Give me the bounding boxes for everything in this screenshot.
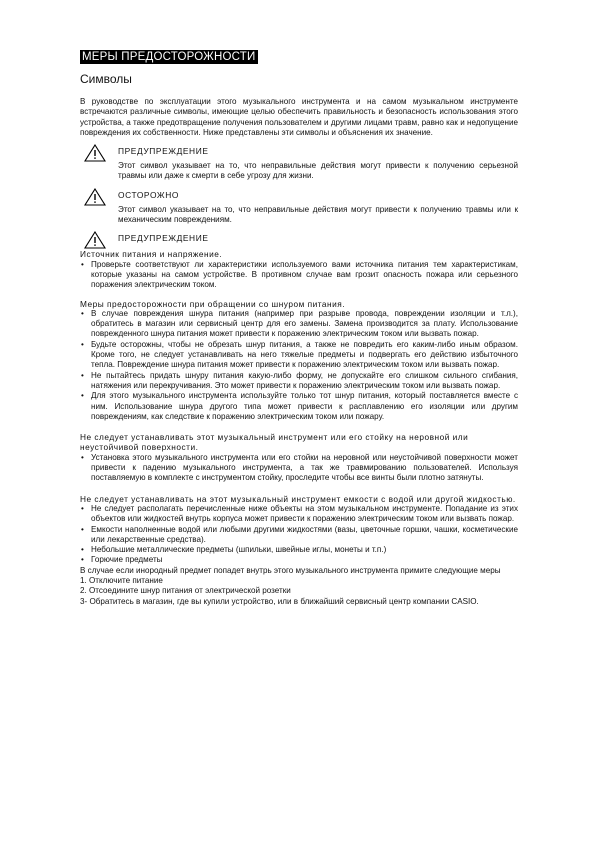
caution-triangle-icon — [84, 188, 106, 206]
warning-label: ПРЕДУПРЕЖДЕНИЕ — [118, 146, 209, 157]
section-power — [80, 249, 518, 290]
steps-list — [80, 576, 518, 607]
warning-block-2 — [80, 188, 518, 226]
section-power-cord — [80, 299, 518, 423]
page-title: МЕРЫ ПРЕДОСТОРОЖНОСТИ — [80, 50, 258, 64]
list-item: • Для этого музыкального инструмента используйте только тот шнур питания, который поставляется вместе с ним. Использование шнура другого типа может привести к расплавлению его изоляции или другим повреждениям, как следствие к поражению электрическим током или пожару. — [80, 391, 518, 422]
closing-text: В случае если инородный предмет попадет внутрь этого музыкального инструмента примите следующие меры — [80, 565, 501, 575]
step-item: 2. Отсоедините шнур питания от электрической розетки — [80, 586, 291, 596]
warning-triangle-icon — [84, 144, 106, 162]
list-item: • Емкости наполненные водой или любыми другими жидкостями (вазы, цветочные горшки, чашки, косметические или лекарственные средства). — [80, 525, 518, 546]
list-item: • Проверьте соответствуют ли характеристики используемого вами источника питания тем характеристикам, которые указаны на самом устройстве. В противном случае вам грозит опасность пожара или серьезного поражения электрическим током. — [80, 260, 518, 291]
list-item: • Небольшие металлические предметы (шпильки, швейные иглы, монеты и т.п.) — [80, 545, 518, 555]
page-content — [80, 47, 518, 607]
list-item: • Не следует располагать перечисленные ниже объекты на этом музыкальном инструменте. Попадание из этих объектов или жидкостей внутрь корпуса может привести к поражению электрическим током или вызвать пожар. — [80, 504, 518, 525]
warning-triangle-icon — [84, 231, 106, 249]
warning-block-1 — [80, 144, 518, 182]
caution-text: Этот символ указывает на то, что неправильные действия могут привести к получению травмы или к механическим повреждениям. — [118, 204, 518, 225]
step-item: 3- Обратитесь в магазин, где вы купили устройство, или в ближайший сервисный центр компании CASIO. — [80, 596, 479, 606]
list-item: • Не пытайтесь придать шнуру питания какую-либо форму, не допускайте его слишком сильного сгибания, натяжения или перекручивания. Это может привести к поражению электрическим током или вызвать пожар. — [80, 371, 518, 392]
list-item: • Установка этого музыкального инструмента или его стойки на неровной или неустойчивой поверхности может привести к падению музыкального инструмента, а так же травмированию пользователей. Используя поставляемую в комплекте с инструментом стойку, проследите чтобы все винты были плотно затянуты. — [80, 453, 518, 484]
warning-label: ПРЕДУПРЕЖДЕНИЕ — [118, 233, 209, 244]
step-item: 1. Отключите питание — [80, 575, 163, 585]
list-item: • Горючие предметы — [80, 555, 518, 565]
section-heading: Не следует устанавливать на этот музыкальный инструмент емкости с водой или другой жидкостью. — [80, 493, 516, 504]
list-item: • Будьте осторожны, чтобы не обрезать шнур питания, а также не повредить его каким-либо иным образом. Кроме того, не следует устанавливать на него тяжелые предметы и подвергать его действию избыточного тепла. Повреждение шнура питания может привести к поражению электрическим током или вызвать пожар. — [80, 340, 518, 371]
list-item: • В случае повреждения шнура питания (например при разрыве провода, повреждении изоляции и т.л.), обратитесь в магазин или сервисный центр для его замены. Замена производится за плату. Использование поврежденного шнура питания может привести к поражению электрическим током или вызвать пожар. — [80, 309, 518, 340]
section-liquids — [80, 494, 518, 566]
section-heading: Источник питания и напряжение. — [80, 249, 223, 260]
section-heading: Не следует устанавливать этот музыкальный инструмент или его стойку на неровной или неустойчивой поверхности. — [80, 432, 469, 453]
intro-paragraph: В руководстве по эксплуатации этого музыкального инструмента и на самом музыкальном инструменте встречаются различные символы, имеющие целью обеспечить правильность и безопасность использования этого устройства, а также предотвращение получения пользователем и другими лицами травм, равно как и недопущение повреждения их собственности. Ниже представлены эти символы и объяснения их значение. — [80, 97, 518, 137]
section-heading: Меры предосторожности при обращении со шнуром питания. — [80, 298, 346, 309]
section-surface — [80, 432, 518, 483]
warning-text: Этот символ указывает на то, что неправильные действия могут привести к получению серьезной травмы или даже к смерти в себе угрозу для жизни. — [118, 161, 518, 181]
caution-label: ОСТОРОЖНО — [118, 189, 179, 200]
section-subtitle: Символы — [80, 72, 132, 86]
